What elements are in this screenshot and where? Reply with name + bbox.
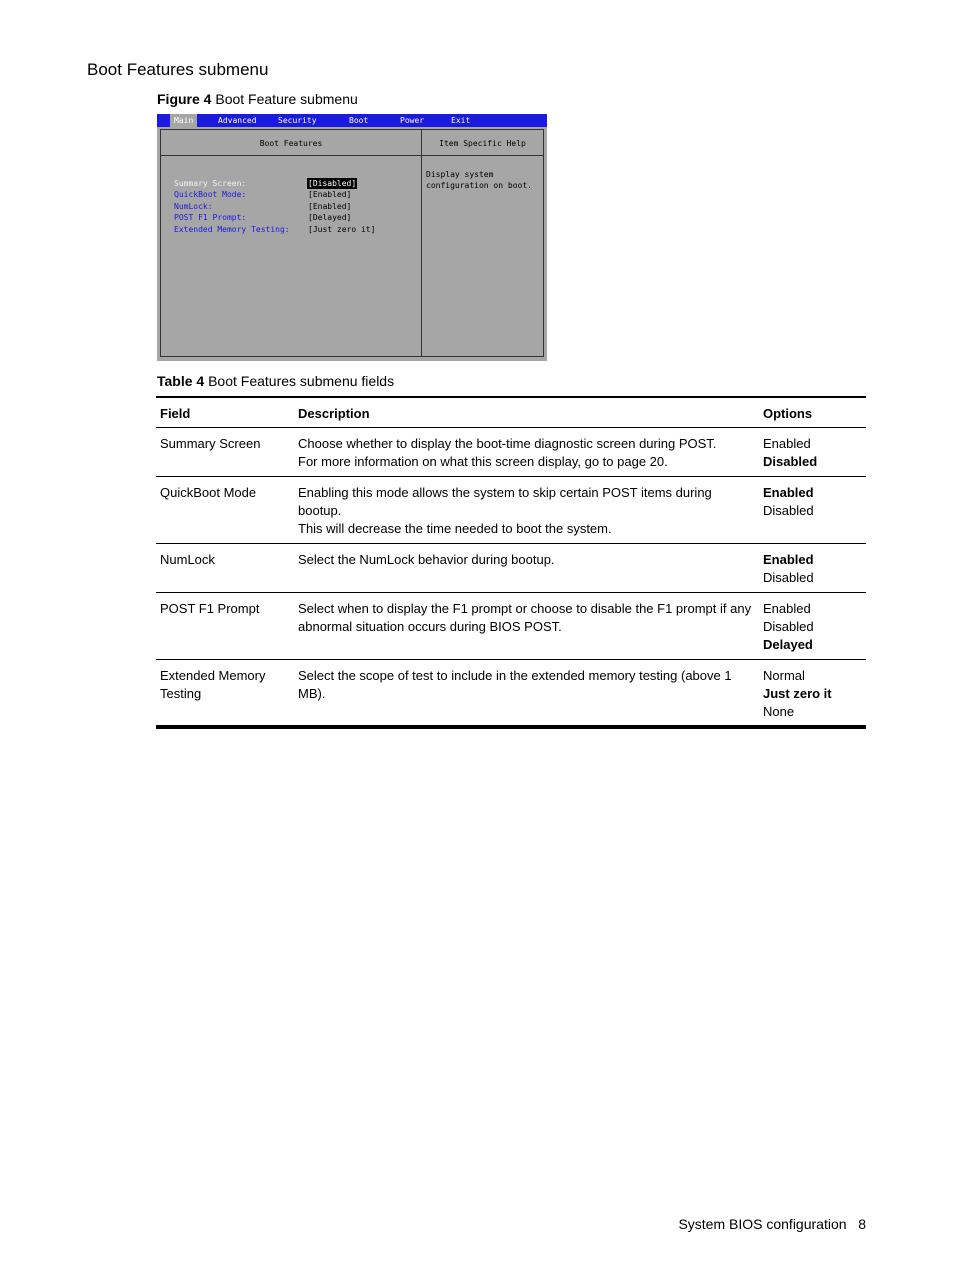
- option-value: Enabled: [763, 436, 811, 451]
- bios-screenshot: [157, 114, 547, 361]
- table-label: Table 4: [157, 373, 205, 389]
- bios-main-panel: [160, 129, 422, 357]
- field-cell: NumLock: [156, 544, 294, 593]
- option-value-default: Delayed: [763, 637, 813, 652]
- description-cell: [294, 428, 759, 477]
- figure-text: Boot Feature submenu: [215, 91, 358, 107]
- option-value: Enabled: [763, 601, 811, 616]
- bios-help-text: Display system configuration on boot.: [426, 170, 532, 190]
- table-row: [156, 544, 866, 593]
- option-value: Disabled: [763, 570, 814, 585]
- options-cell: [759, 593, 866, 660]
- option-value: Disabled: [763, 503, 814, 518]
- figure-label: Figure 4: [157, 91, 212, 107]
- option-value-default: Disabled: [763, 454, 818, 469]
- options-cell: [759, 660, 866, 728]
- bios-menu-security: Security: [278, 116, 317, 125]
- field-cell: QuickBoot Mode: [156, 477, 294, 544]
- field-cell: Extended Memory Testing: [156, 660, 294, 728]
- bios-row-value: [Delayed]: [308, 213, 352, 222]
- description-line: Enabling this mode allows the system to skip certain POST items during bootup.: [298, 485, 712, 518]
- options-cell: [759, 544, 866, 593]
- bios-panel-title: Boot Features: [259, 139, 323, 148]
- table-caption: [157, 373, 394, 389]
- bios-row-value: [Enabled]: [308, 190, 352, 199]
- footer-text: System BIOS configuration: [678, 1216, 847, 1232]
- option-value: Normal: [763, 668, 805, 683]
- option-value: None: [763, 704, 795, 719]
- section-title: Boot Features submenu: [87, 60, 269, 79]
- option-value-default: Just zero it: [763, 686, 832, 701]
- fields-table: [156, 396, 866, 729]
- description-cell: [294, 477, 759, 544]
- description-line: Select the NumLock behavior during bootup.: [298, 552, 555, 567]
- figure-caption: [157, 91, 358, 107]
- bios-row-label: POST F1 Prompt:: [174, 213, 247, 222]
- bios-menu-exit: Exit: [451, 116, 471, 125]
- table-row: [156, 593, 866, 660]
- description-line: This will decrease the time needed to boot the system.: [298, 521, 612, 536]
- bios-row-label: QuickBoot Mode:: [174, 190, 247, 199]
- bios-menu-advanced: Advanced: [218, 116, 257, 125]
- options-cell: [759, 477, 866, 544]
- header-field: Field: [156, 397, 294, 428]
- table-row: [156, 660, 866, 728]
- option-value-default: Enabled: [763, 552, 814, 567]
- description-line: For more information on what this screen display, go to page 20.: [298, 454, 668, 469]
- table-caption-text: Boot Features submenu fields: [208, 373, 395, 389]
- bios-row-label: NumLock:: [174, 202, 213, 211]
- option-value: Disabled: [763, 619, 814, 634]
- bios-menu-main: Main: [170, 114, 197, 127]
- table-row: [156, 428, 866, 477]
- option-value-default: Enabled: [763, 485, 814, 500]
- options-cell: [759, 428, 866, 477]
- table-header-row: [156, 397, 866, 428]
- bios-menu-power: Power: [400, 116, 425, 125]
- description-cell: Select the scope of test to include in the extended memory testing (above 1 MB).: [294, 660, 759, 728]
- bios-help-title: Item Specific Help: [439, 139, 526, 148]
- bios-row-label: Summary Screen:: [174, 179, 247, 188]
- bios-row-value: [Enabled]: [308, 202, 352, 211]
- bios-menu-boot: Boot: [349, 116, 369, 125]
- bios-row-value: [Just zero it]: [308, 225, 376, 234]
- page-number: 8: [858, 1216, 866, 1232]
- header-description: Description: [294, 397, 759, 428]
- table-row: [156, 477, 866, 544]
- bios-help-panel: [421, 129, 544, 357]
- page-footer: [678, 1216, 866, 1232]
- field-cell: Summary Screen: [156, 428, 294, 477]
- bios-menubar: [157, 114, 547, 127]
- header-options: Options: [759, 397, 866, 428]
- description-line: Choose whether to display the boot-time diagnostic screen during POST.: [298, 436, 717, 451]
- description-cell: [294, 544, 759, 593]
- bios-row-value: [Disabled]: [308, 179, 357, 188]
- field-cell: POST F1 Prompt: [156, 593, 294, 660]
- bios-row-label: Extended Memory Testing:: [174, 225, 290, 234]
- description-cell: Select when to display the F1 prompt or choose to disable the F1 prompt if any abnormal situation occurs during BIOS POST.: [294, 593, 759, 660]
